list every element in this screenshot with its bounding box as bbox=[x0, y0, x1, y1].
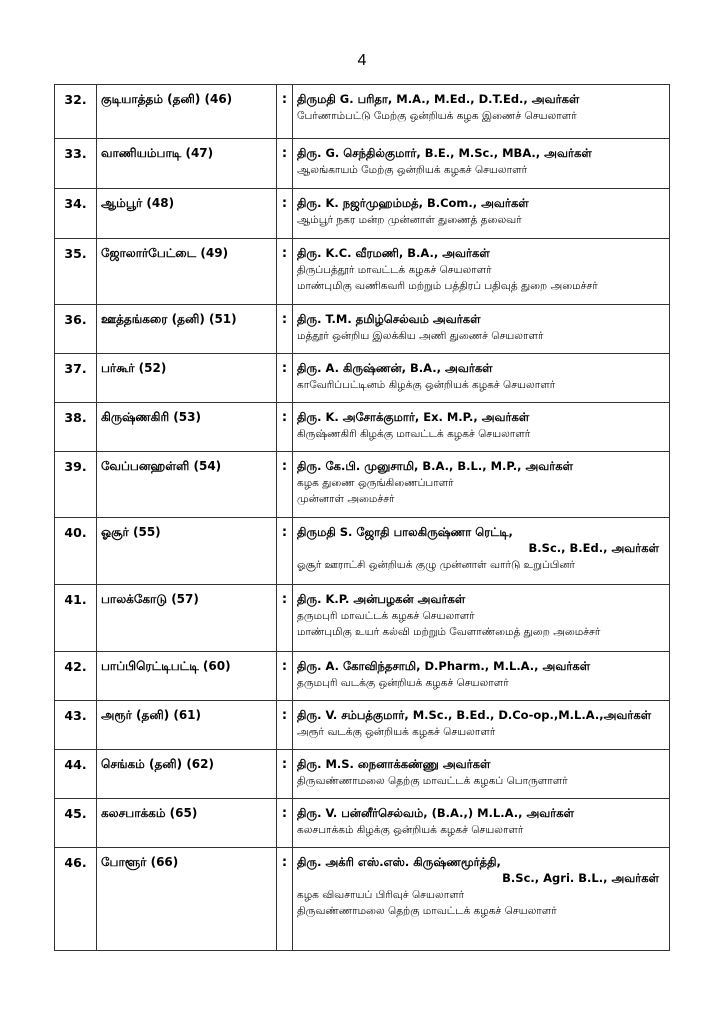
candidate-cell bbox=[293, 585, 670, 652]
colon-separator: : bbox=[277, 452, 293, 518]
candidate-cell bbox=[293, 799, 670, 848]
constituency-name: அரூர் (தனி) (61) bbox=[97, 701, 277, 750]
constituency-name: பாப்பிரெட்டிபட்டி (60) bbox=[97, 652, 277, 701]
candidate-designation: பேர்ணாம்பட்டு மேற்கு ஒன்றியக் கழக இணைச் செயலாளர் bbox=[297, 110, 577, 122]
candidate-name: திரு. V. பன்னீர்செல்வம், (B.A.,) M.L.A., அவர்கள் bbox=[297, 806, 574, 820]
table-row bbox=[55, 750, 670, 799]
candidate-designation: தருமபுரி வடக்கு ஒன்றியக் கழகச் செயலாளர் bbox=[297, 677, 509, 689]
table-row bbox=[55, 701, 670, 750]
colon-separator: : bbox=[277, 518, 293, 585]
candidate-name: திரு. K. நஜர்முஹம்மத், B.Com., அவர்கள் bbox=[297, 196, 529, 210]
colon-separator: : bbox=[277, 305, 293, 354]
candidate-cell bbox=[293, 239, 670, 305]
serial-number: 41. bbox=[55, 585, 97, 652]
candidate-cell bbox=[293, 139, 670, 189]
candidate-cell bbox=[293, 652, 670, 701]
candidate-cell bbox=[293, 305, 670, 354]
candidate-designation: காவேரிப்பட்டினம் கிழக்கு ஒன்றியக் கழகச் செயலாளர் bbox=[297, 379, 556, 391]
candidate-name: திருமதி S. ஜோதி பாலகிருஷ்ணா ரெட்டி, bbox=[297, 525, 513, 539]
colon-separator: : bbox=[277, 585, 293, 652]
colon-separator: : bbox=[277, 652, 293, 701]
candidate-name-continued: B.Sc., B.Ed., அவர்கள் bbox=[528, 541, 659, 555]
candidate-designation: ஆலங்காயம் மேற்கு ஒன்றியக் கழகச் செயலாளர் bbox=[297, 164, 528, 176]
candidate-cell bbox=[293, 848, 670, 951]
constituency-name: குடியாத்தம் (தனி) (46) bbox=[97, 85, 277, 139]
constituency-name: ஊத்தங்கரை (தனி) (51) bbox=[97, 305, 277, 354]
serial-number: 45. bbox=[55, 799, 97, 848]
candidate-cell bbox=[293, 452, 670, 518]
constituency-name: செங்கம் (தனி) (62) bbox=[97, 750, 277, 799]
candidate-cell bbox=[293, 354, 670, 403]
candidate-name: திரு. அக்ரி எஸ்.எஸ். கிருஷ்ணமூர்த்தி, bbox=[297, 855, 501, 869]
candidate-designation: கழக துணை ஒருங்கிணைப்பாளர் bbox=[297, 477, 454, 489]
table-row bbox=[55, 452, 670, 518]
candidate-designation: ஓசூர் ஊராட்சி ஒன்றியக் குழு முன்னாள் வார்டு உறுப்பினர் bbox=[297, 559, 576, 571]
candidate-designation: திருவண்ணாமலை தெற்கு மாவட்டக் கழகச் செயலாளர் bbox=[297, 905, 557, 917]
colon-separator: : bbox=[277, 848, 293, 951]
candidate-name: திரு. A. கிருஷ்ணன், B.A., அவர்கள் bbox=[297, 361, 493, 375]
serial-number: 39. bbox=[55, 452, 97, 518]
candidate-designation: கழக விவசாயப் பிரிவுச் செயலாளர் bbox=[297, 889, 465, 901]
table-row bbox=[55, 799, 670, 848]
table-row bbox=[55, 585, 670, 652]
candidate-name: திரு. A. கோவிந்தசாமி, D.Pharm., M.L.A., அவர்கள் bbox=[297, 659, 591, 673]
constituency-name: கிருஷ்ணகிரி (53) bbox=[97, 403, 277, 452]
candidate-designation: அரூர் வடக்கு ஒன்றியக் கழகச் செயலாளர் bbox=[297, 726, 496, 738]
colon-separator: : bbox=[277, 701, 293, 750]
serial-number: 33. bbox=[55, 139, 97, 189]
constituency-name: கலசபாக்கம் (65) bbox=[97, 799, 277, 848]
constituency-name: ஜோலார்பேட்டை (49) bbox=[97, 239, 277, 305]
constituency-name: போளூர் (66) bbox=[97, 848, 277, 951]
table-row bbox=[55, 518, 670, 585]
colon-separator: : bbox=[277, 403, 293, 452]
serial-number: 46. bbox=[55, 848, 97, 951]
candidate-designation: திருப்பத்தூர் மாவட்டக் கழகச் செயலாளர் bbox=[297, 264, 492, 276]
table-row bbox=[55, 189, 670, 239]
candidate-name: திரு. V. சம்பத்குமார், M.Sc., B.Ed., D.Co-op.,M.L.A.,அவர்கள் bbox=[297, 708, 652, 722]
page-number: 4 bbox=[357, 52, 367, 69]
serial-number: 34. bbox=[55, 189, 97, 239]
serial-number: 35. bbox=[55, 239, 97, 305]
serial-number: 32. bbox=[55, 85, 97, 139]
candidate-name: திரு. K.C. வீரமணி, B.A., அவர்கள் bbox=[297, 246, 490, 260]
constituency-name: ஓசூர் (55) bbox=[97, 518, 277, 585]
table-row bbox=[55, 652, 670, 701]
colon-separator: : bbox=[277, 85, 293, 139]
table-row bbox=[55, 85, 670, 139]
colon-separator: : bbox=[277, 189, 293, 239]
candidate-designation: கலசபாக்கம் கிழக்கு ஒன்றியக் கழகச் செயலாளர் bbox=[297, 824, 524, 836]
candidate-table-body bbox=[55, 85, 670, 951]
table-row bbox=[55, 305, 670, 354]
colon-separator: : bbox=[277, 354, 293, 403]
candidate-name: திருமதி G. பரிதா, M.A., M.Ed., D.T.Ed., அவர்கள் bbox=[297, 92, 580, 106]
candidate-designation: திருவண்ணாமலை தெற்கு மாவட்டக் கழகப் பொருளாளர் bbox=[297, 775, 568, 787]
candidate-designation: மத்தூர் ஒன்றிய இலக்கிய அணி துணைச் செயலாளர் bbox=[297, 330, 544, 342]
candidate-designation: கிருஷ்ணகிரி கிழக்கு மாவட்டக் கழகச் செயலாளர் bbox=[297, 428, 531, 440]
serial-number: 38. bbox=[55, 403, 97, 452]
candidate-name: திரு. G. செந்தில்குமார், B.E., M.Sc., MBA., அவர்கள் bbox=[297, 146, 592, 160]
candidate-designation: ஆம்பூர் நகர மன்ற முன்னாள் துணைத் தலைவர் bbox=[297, 214, 522, 226]
candidate-name-continued: B.Sc., Agri. B.L., அவர்கள் bbox=[502, 871, 659, 885]
candidate-designation: முன்னாள் அமைச்சர் bbox=[297, 493, 395, 505]
table-row bbox=[55, 239, 670, 305]
candidate-designation: மாண்புமிகு உயர் கல்வி மற்றும் வேளாண்மைத் துறை அமைச்சர் bbox=[297, 626, 601, 638]
table-row bbox=[55, 848, 670, 951]
table-row bbox=[55, 403, 670, 452]
table-row bbox=[55, 139, 670, 189]
candidate-cell bbox=[293, 750, 670, 799]
candidate-designation: மாண்புமிகு வணிகவரி மற்றும் பத்திரப் பதிவுத் துறை அமைச்சர் bbox=[297, 280, 598, 292]
candidate-cell bbox=[293, 189, 670, 239]
candidate-cell bbox=[293, 701, 670, 750]
candidate-name: திரு. M.S. நைனாக்கண்ணு அவர்கள் bbox=[297, 757, 491, 771]
constituency-name: வாணியம்பாடி (47) bbox=[97, 139, 277, 189]
serial-number: 37. bbox=[55, 354, 97, 403]
candidate-cell bbox=[293, 85, 670, 139]
serial-number: 43. bbox=[55, 701, 97, 750]
colon-separator: : bbox=[277, 139, 293, 189]
colon-separator: : bbox=[277, 750, 293, 799]
candidate-cell bbox=[293, 518, 670, 585]
candidate-cell bbox=[293, 403, 670, 452]
serial-number: 36. bbox=[55, 305, 97, 354]
serial-number: 42. bbox=[55, 652, 97, 701]
colon-separator: : bbox=[277, 239, 293, 305]
candidate-name: திரு. K.P. அன்பழகன் அவர்கள் bbox=[297, 592, 466, 606]
table-row bbox=[55, 354, 670, 403]
serial-number: 44. bbox=[55, 750, 97, 799]
colon-separator: : bbox=[277, 799, 293, 848]
constituency-name: பர்கூர் (52) bbox=[97, 354, 277, 403]
candidate-name: திரு. T.M. தமிழ்செல்வம் அவர்கள் bbox=[297, 312, 481, 326]
candidate-designation: தருமபுரி மாவட்டக் கழகச் செயலாளர் bbox=[297, 610, 475, 622]
candidate-name: திரு. கே.பி. முனுசாமி, B.A., B.L., M.P., அவர்கள் bbox=[297, 459, 573, 473]
constituency-name: ஆம்பூர் (48) bbox=[97, 189, 277, 239]
constituency-name: வேப்பனஹள்ளி (54) bbox=[97, 452, 277, 518]
candidate-name: திரு. K. அசோக்குமார், Ex. M.P., அவர்கள் bbox=[297, 410, 530, 424]
serial-number: 40. bbox=[55, 518, 97, 585]
constituency-name: பாலக்கோடு (57) bbox=[97, 585, 277, 652]
candidate-table bbox=[54, 84, 670, 951]
